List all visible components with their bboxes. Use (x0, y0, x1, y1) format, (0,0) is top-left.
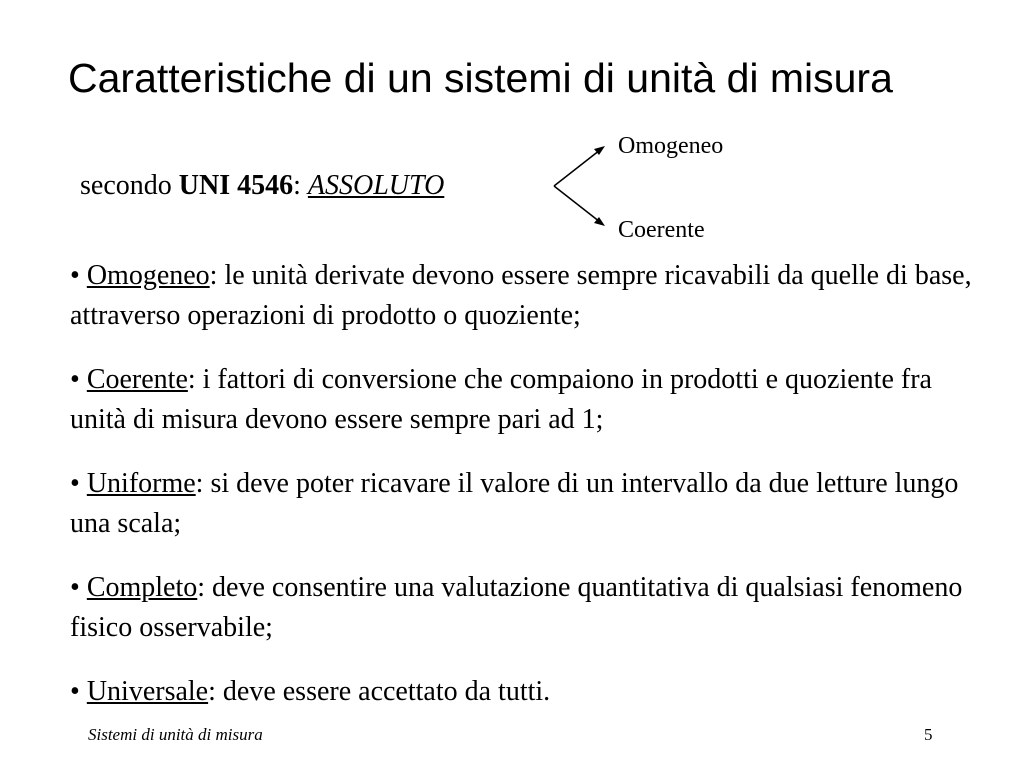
standard-separator: : (293, 170, 308, 201)
bullet: • (70, 676, 87, 707)
bullet: • (70, 572, 87, 603)
footer-title: Sistemi di unità di misura (88, 725, 263, 744)
property-item-universale (70, 672, 980, 712)
branch-label-coerente: Coerente (618, 217, 705, 243)
branch-arrow-down (554, 186, 600, 222)
property-item-coerente (70, 360, 980, 440)
properties-list (70, 256, 980, 736)
standard-statement (80, 168, 444, 204)
property-description: : le unità derivate devono essere sempre ricavabili da quelle di base, attraverso operazioni di prodotto o quoziente; (70, 260, 972, 331)
standard-code: UNI 4546 (178, 170, 294, 201)
slide-title: Caratteristiche di un sistemi di unità di misura (68, 55, 893, 101)
branch-label-omogeneo: Omogeneo (618, 133, 724, 159)
branch-arrow-up (554, 150, 600, 186)
property-item-completo (70, 568, 980, 648)
bullet: • (70, 260, 87, 291)
standard-type: ASSOLUTO (307, 170, 445, 201)
page-number: 5 (924, 725, 933, 744)
branch-arrows-diagram (548, 138, 610, 234)
property-description: : si deve poter ricavare il valore di un intervallo da due letture lungo una scala; (70, 468, 959, 539)
property-description: : deve consentire una valutazione quantitativa di qualsiasi fenomeno fisico osservabile; (70, 572, 963, 643)
property-name: Universale (86, 676, 209, 707)
bullet: • (70, 364, 87, 395)
standard-prefix: secondo (80, 170, 179, 201)
property-item-uniforme (70, 464, 980, 544)
bullet: • (70, 468, 87, 499)
property-description: : i fattori di conversione che compaiono in prodotti e quoziente fra unità di misura devono essere sempre pari ad 1; (70, 364, 932, 435)
property-name: Completo (86, 572, 198, 603)
property-name: Coerente (86, 364, 188, 395)
property-description: : deve essere accettato da tutti. (208, 676, 551, 707)
property-item-omogeneo (70, 256, 980, 336)
property-name: Omogeneo (86, 260, 210, 291)
property-name: Uniforme (86, 468, 196, 499)
